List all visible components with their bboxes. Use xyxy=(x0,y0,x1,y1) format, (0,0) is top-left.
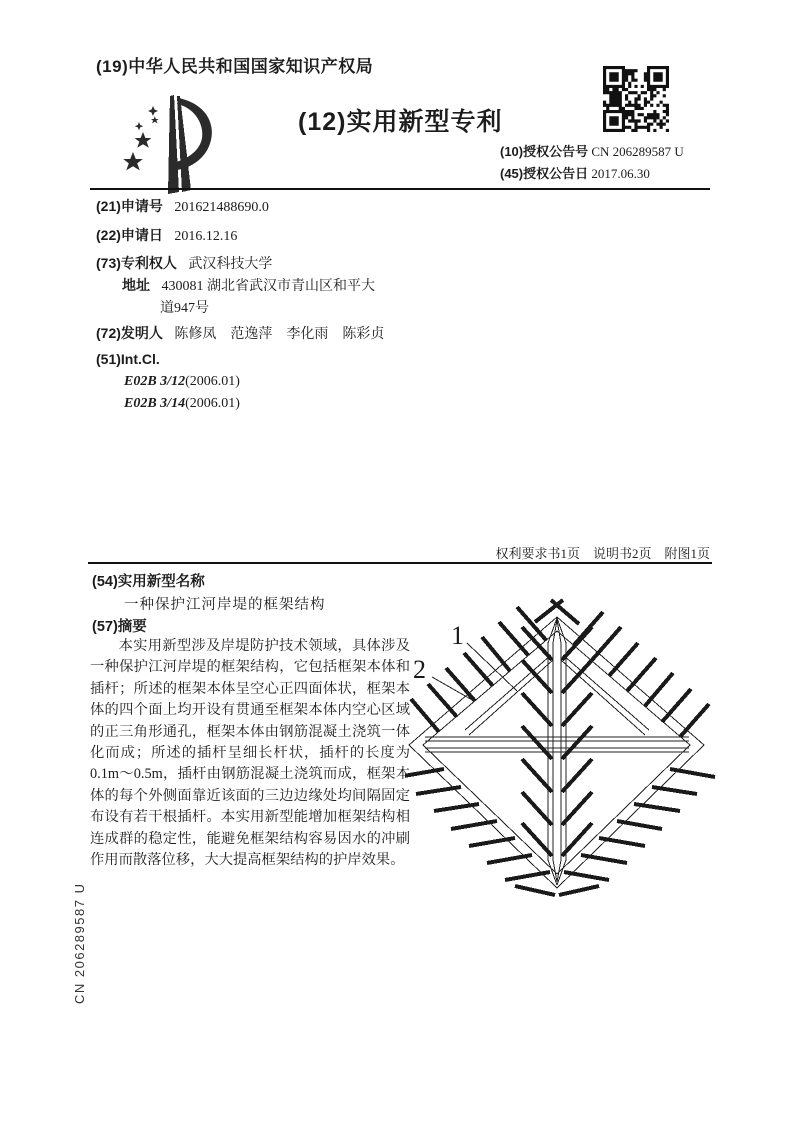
patent-figure xyxy=(405,598,717,904)
figure-leader-lines xyxy=(432,643,517,701)
publication-info xyxy=(500,141,684,185)
publication-date-value: 2017.06.30 xyxy=(591,166,650,181)
publication-date-row xyxy=(500,163,684,185)
classification-row xyxy=(124,374,240,390)
abstract-section-label: (57)摘要 xyxy=(92,619,147,635)
issuing-office: (19)中华人民共和国国家知识产权局 xyxy=(96,57,374,76)
pages-summary: 权利要求书1页 说明书2页 附图1页 xyxy=(495,546,710,561)
classification-suffix: (2006.01) xyxy=(185,396,240,411)
figure-label-1: 1 xyxy=(451,621,464,650)
publication-number-row xyxy=(500,141,684,163)
publication-date-label: (45)授权公告日 xyxy=(500,166,589,181)
section-divider xyxy=(88,562,712,564)
application-date-label: (22)申请日 xyxy=(96,227,163,243)
address-line2: 道947号 xyxy=(160,301,209,316)
application-date-row xyxy=(96,225,237,245)
classification-suffix: (2006.01) xyxy=(185,374,240,389)
address-line1: 430081 湖北省武汉市青山区和平大 xyxy=(161,279,375,294)
classification-code: E02B 3/14 xyxy=(124,396,186,411)
document-type-title: (12)实用新型专利 xyxy=(298,108,503,136)
address-label: 地址 xyxy=(122,277,150,293)
header-divider xyxy=(90,188,710,190)
application-number-value: 201621488690.0 xyxy=(174,200,269,215)
patentee-label: (73)专利权人 xyxy=(96,255,177,271)
classification-row xyxy=(124,396,240,412)
address-row xyxy=(122,275,375,295)
frame-outline xyxy=(409,617,704,888)
qr-code xyxy=(603,66,669,132)
intcl-row xyxy=(96,351,160,369)
sidebar-document-number: CN 206289587 U xyxy=(72,882,87,1004)
application-number-label: (21)申请号 xyxy=(96,198,163,214)
patentee-row xyxy=(96,253,272,273)
classification-code: E02B 3/12 xyxy=(124,374,186,389)
inventors-row xyxy=(96,323,384,343)
application-number-row xyxy=(96,196,269,216)
publication-number-label: (10)授权公告号 xyxy=(500,144,589,159)
figure-label-2: 2 xyxy=(413,655,426,684)
invention-title: 一种保护江河岸堤的框架结构 xyxy=(124,597,326,613)
application-date-value: 2016.12.16 xyxy=(174,229,238,244)
inventors-value: 陈修凤 范逸萍 李化雨 陈彩贞 xyxy=(174,327,385,342)
publication-number-value: CN 206289587 U xyxy=(591,144,684,159)
inventors-label: (72)发明人 xyxy=(96,325,163,341)
title-section-label: (54)实用新型名称 xyxy=(92,574,205,590)
intcl-label: (51)Int.Cl. xyxy=(96,351,160,367)
patentee-value: 武汉科技大学 xyxy=(188,257,273,272)
abstract-text: 本实用新型涉及岸堤防护技术领域，具体涉及一种保护江河岸堤的框架结构，它包括框架本体和插杆；所述的框架本体呈空心正四面体状，框架本体的四个面上均开设有贯通至框架本体内空心区域的正三角形通孔，框架本体由钢筋混凝土浇筑一体化而成；所述的插杆呈细长杆状，插杆的长度为0.1m～0.5m，插杆由钢筋混凝土浇筑而成，框架本体的每个外侧面靠近该面的三边边缘处均间隔固定布设有若干根插杆。本实用新型能增加框架结构相连成群的稳定性，能避免框架结构容易因水的冲刷作用而散落位移，大大提高框架结构的护岸效果。 xyxy=(90,638,410,869)
